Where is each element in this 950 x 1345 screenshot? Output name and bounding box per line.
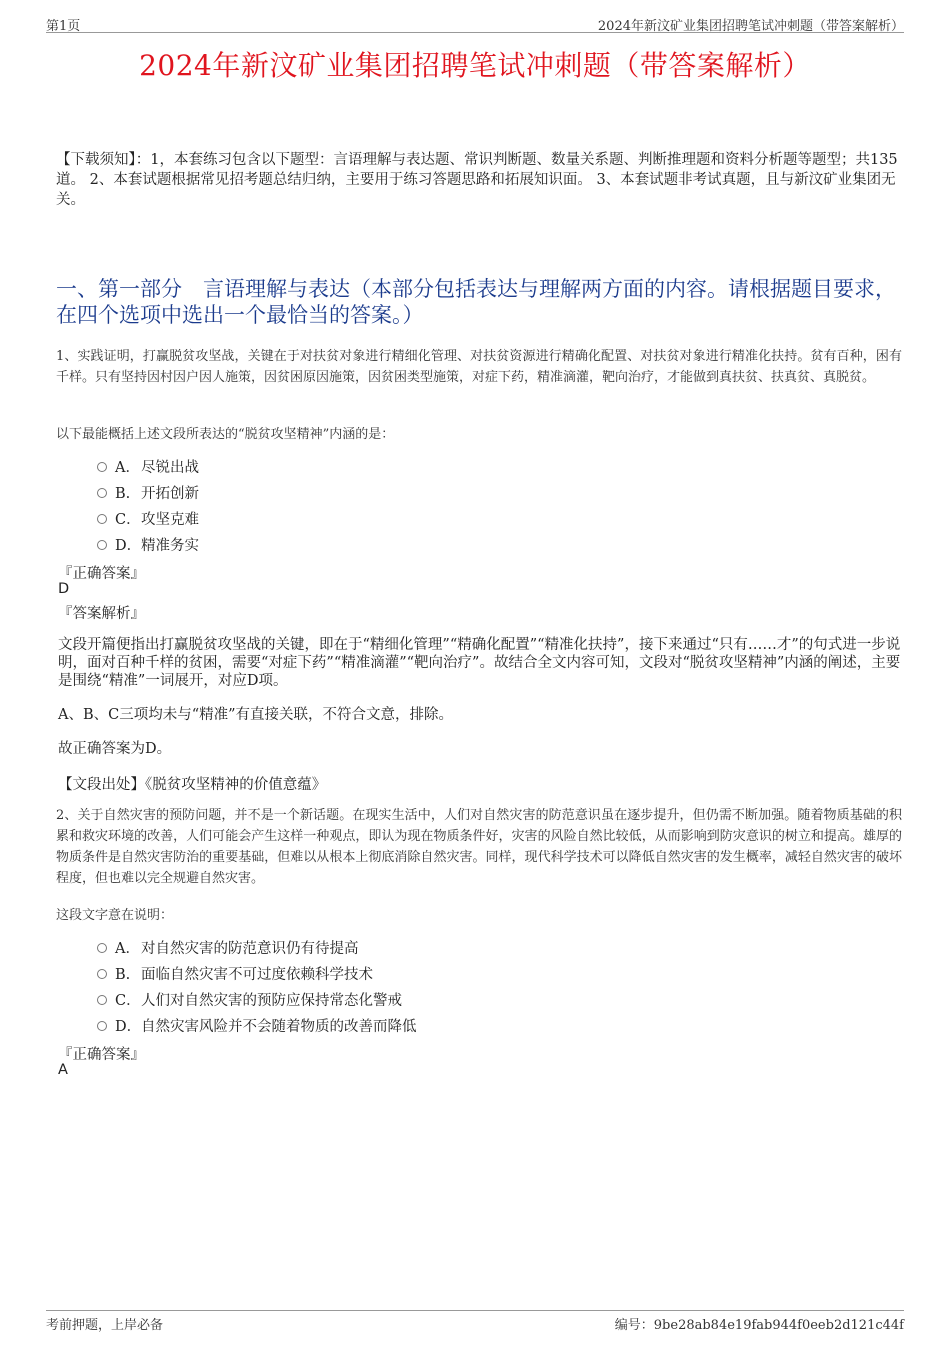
footer-slogan: 考前押题，上岸必备 — [46, 1318, 164, 1333]
question-1-analysis: 文段开篇便指出打赢脱贫攻坚战的关键，即在于“精细化管理”“精确化配置”“精准化扶持”，接下来通过“只有……才”的句式进一步说明，面对百种千样的贫困，需要“对症下药”“精准滴灌”“靶向治疗”。故结合全文内容可知，文段对“脱贫攻坚精神”内涵的阐述，主要是围绕“精准”一词展开，对应D项。 — [58, 637, 901, 689]
question-1-analysis-label: 『答案解析』 — [58, 606, 145, 622]
page-footer — [46, 1310, 904, 1331]
question-1-source: 【文段出处】《脱贫攻坚精神的价值意蕴》 — [58, 777, 327, 793]
radio-icon[interactable] — [97, 1021, 107, 1031]
question-2-option-d[interactable]: D．自然灾害风险并不会随着物质的改善而降低 — [97, 1015, 417, 1035]
question-1-option-a[interactable]: A．尽锐出战 — [97, 456, 199, 476]
question-1-prompt: 以下最能概括上述文段所表达的“脱贫攻坚精神”内涵的是： — [56, 427, 395, 442]
radio-icon[interactable] — [97, 488, 107, 498]
question-1-answer: D — [58, 581, 70, 597]
page-number: 第1页 — [46, 19, 81, 34]
radio-icon[interactable] — [97, 995, 107, 1005]
question-1-analysis-conclusion: 故正确答案为D。 — [58, 741, 172, 757]
radio-icon[interactable] — [97, 462, 107, 472]
radio-icon[interactable] — [97, 540, 107, 550]
question-2-passage: 2、关于自然灾害的预防问题，并不是一个新话题。在现实生活中，人们对自然灾害的防范意识虽在逐步提升，但仍需不断加强。随着物质基础的积累和救灾环境的改善，人们可能会产生这样一种观点，即认为现在物质条件好，灾害的风险自然比较低，从而影响到防灾意识的树立和提高。雄厚的物质条件是自然灾害防治的重要基础，但难以从根本上彻底消除自然灾害。同样，现代科学技术可以降低自然灾害的发生概率，减轻自然灾害的破坏程度，但也难以完全规避自然灾害。 — [56, 808, 902, 886]
radio-icon[interactable] — [97, 969, 107, 979]
radio-icon[interactable] — [97, 943, 107, 953]
question-1-option-b[interactable]: B. 开拓创新 — [97, 482, 199, 502]
question-1-analysis-elimination: A、B、C三项均未与“精准”有直接关联，不符合文意，排除。 — [58, 707, 454, 723]
question-1-option-c[interactable]: C．攻坚克难 — [97, 508, 199, 528]
document-id: 编号：9be28ab84e19fab944f0eeb2d121c44f — [614, 1318, 904, 1333]
radio-icon[interactable] — [97, 514, 107, 524]
section-heading: 一、第一部分 言语理解与表达（本部分包括表达与理解两方面的内容。请根据题目要求，在四个选项中选出一个最恰当的答案。） — [56, 277, 896, 327]
header-doc-title: 2024年新汶矿业集团招聘笔试冲刺题（带答案解析） — [597, 19, 904, 34]
question-2-answer-label: 『正确答案』 — [58, 1047, 145, 1063]
question-1-answer-label: 『正确答案』 — [58, 566, 145, 582]
question-2-option-b[interactable]: B. 面临自然灾害不可过度依赖科学技术 — [97, 963, 373, 983]
page-header — [46, 14, 904, 33]
download-notice: 【下载须知】：1，本套练习包含以下题型：言语理解与表达题、常识判断题、数量关系题、判断推理题和资料分析题等题型；共135道。 2、本套试题根据常见招考题总结归纳，主要用于练习答题思路和拓展知识面。 3、本套试题非考试真题，且与新汶矿业集团无关。 — [56, 152, 898, 208]
question-2-answer: A — [58, 1062, 68, 1078]
document-title: 2024年新汶矿业集团招聘笔试冲刺题（带答案解析） — [139, 49, 811, 82]
question-2-option-a[interactable]: A．对自然灾害的防范意识仍有待提高 — [97, 937, 359, 957]
question-2-prompt: 这段文字意在说明： — [56, 908, 174, 923]
question-1-option-d[interactable]: D．精准务实 — [97, 534, 199, 554]
question-2-option-c[interactable]: C．人们对自然灾害的预防应保持常态化警戒 — [97, 989, 402, 1009]
question-1-passage: 1、实践证明，打赢脱贫攻坚战，关键在于对扶贫对象进行精细化管理、对扶贫资源进行精确化配置、对扶贫对象进行精准化扶持。贫有百种，困有千样。只有坚持因村因户因人施策，因贫困原因施策，因贫困类型施策，对症下药，精准滴灌，靶向治疗，才能做到真扶贫、扶真贫、真脱贫。 — [56, 349, 902, 385]
